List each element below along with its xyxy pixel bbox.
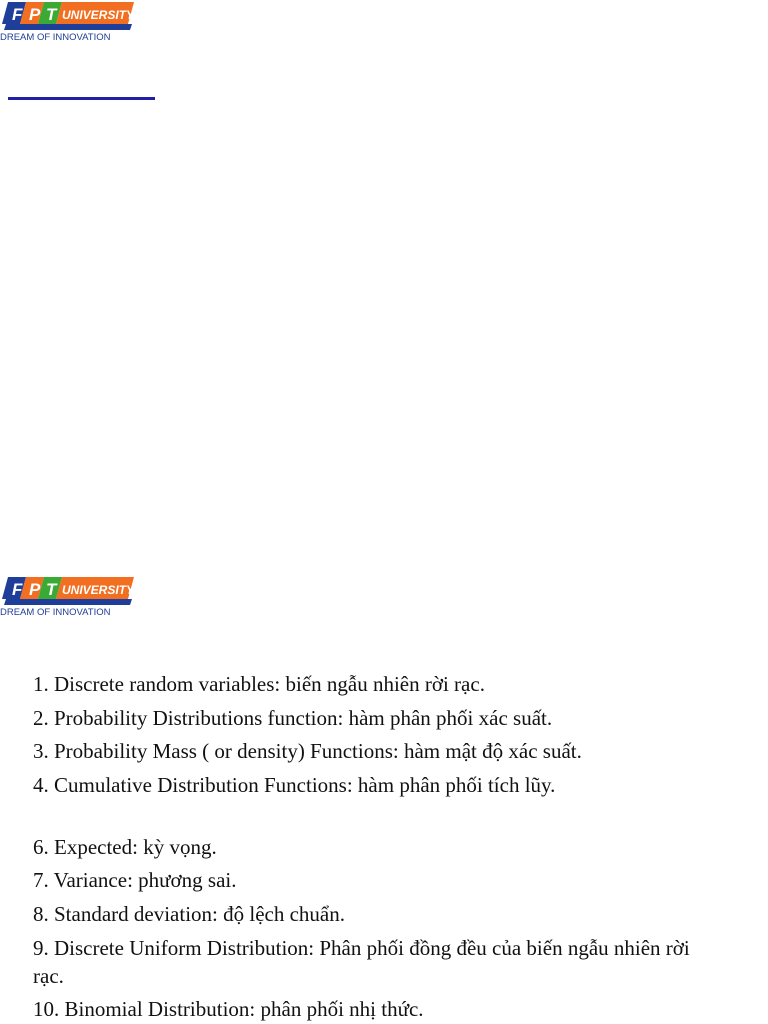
fpt-logo-graphic [0,575,140,619]
logo-letter-f: F [12,580,23,599]
logo-letter-t: T [46,5,57,24]
glossary-term: 9. Discrete Uniform Distribution: Phân phối đồng đều của biến ngẫu nhiên rời rạc. [33,935,690,988]
glossary-term: 8. Standard deviation: độ lệch chuẩn. [33,901,345,926]
glossary-term-list [33,670,723,1024]
logo-letter-t: T [46,580,57,599]
glossary-term: 3. Probability Mass ( or density) Functions: hàm mật độ xác suất. [33,739,582,764]
fpt-logo-graphic [0,0,140,44]
logo-letter-p: P [29,580,41,599]
logo-letter-p: P [29,5,41,24]
logo-tagline: DREAM OF INNOVATION [0,32,111,43]
logo-tagline: DREAM OF INNOVATION [0,607,111,618]
logo-letter-f: F [12,5,23,24]
glossary-term: 4. Cumulative Distribution Functions: hàm phân phối tích lũy. [33,772,556,797]
logo-word-university: UNIVERSITY [62,8,135,22]
glossary-term: 1. Discrete random variables: biến ngẫu nhiên rời rạc. [33,672,485,696]
slide-1-body [0,110,768,550]
glossary-term: 2. Probability Distributions function: hàm phân phối xác suất. [33,705,553,730]
fpt-university-logo [0,0,140,44]
glossary-term: 10. Binomial Distribution: phân phối nhị thức. [33,997,424,1022]
glossary-term: 6. Expected: kỳ vọng. [33,834,217,859]
glossary-term: 7. Variance: phương sai. [33,868,237,893]
logo-word-university: UNIVERSITY [62,583,135,597]
slide-title-underline [8,97,155,100]
fpt-university-logo [0,575,140,619]
